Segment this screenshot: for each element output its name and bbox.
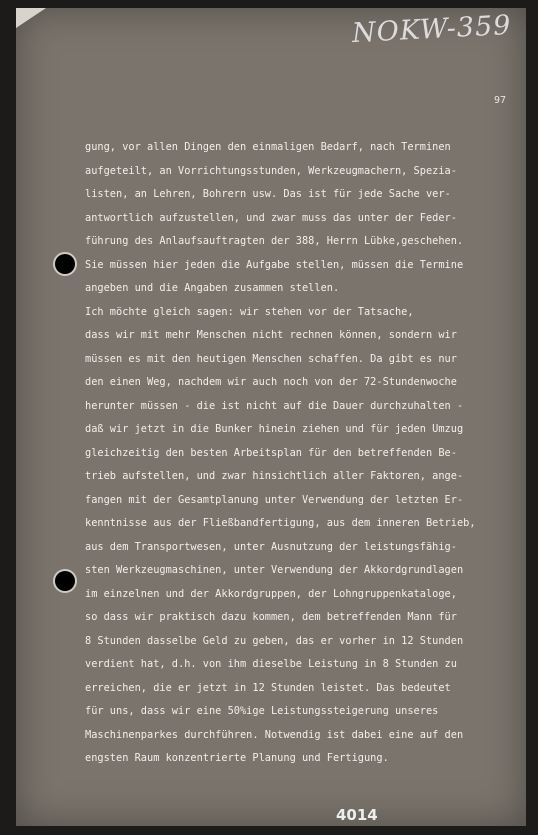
text-line: dass wir mit mehr Menschen nicht rechnen können, sondern wir (85, 329, 457, 341)
text-line: listen, an Lehren, Bohrern usw. Das ist für jede Sache ver- (85, 188, 451, 200)
text-line: Ich möchte gleich sagen: wir stehen vor der Tatsache, (85, 305, 414, 318)
text-line: daß wir jetzt in die Bunker hinein ziehen und für jeden Umzug (85, 423, 464, 435)
text-line: gung, vor allen Dingen den einmaligen Bedarf, nach Terminen (85, 141, 451, 153)
text-line: antwortlich aufzustellen, und zwar muss das unter der Feder- (85, 211, 457, 224)
text-line: angeben und die Angaben zusammen stellen. (85, 282, 340, 294)
text-line: herunter müssen - die ist nicht auf die Dauer durchzuhalten - (85, 399, 464, 412)
text-line: Sie müssen hier jeden die Aufgabe stellen, müssen die Termine (85, 258, 464, 271)
text-line: müssen es mit den heutigen Menschen schaffen. Da gibt es nur (85, 352, 457, 365)
text-line: im einzelnen und der Akkordgruppen, der Lohngruppenkataloge, (85, 587, 457, 600)
text-line: für uns, dass wir eine 50%ige Leistungssteigerung unseres (85, 705, 439, 717)
text-line: erreichen, die er jetzt in 12 Stunden leistet. Das bedeutet (85, 681, 451, 694)
text-line: fangen mit der Gesamtplanung unter Verwendung der letzten Er- (85, 493, 464, 506)
text-line: führung des Anlaufsauftragten der 388, Herrn Lübke,geschehen. (85, 235, 464, 247)
text-line: gleichzeitig den besten Arbeitsplan für den betreffenden Be- (85, 446, 457, 459)
text-line: kenntnisse aus der Fließbandfertigung, aus dem inneren Betrieb, (85, 517, 476, 529)
archive-reference: NOKW-359 (351, 9, 513, 50)
punch-hole-bottom (55, 571, 75, 591)
text-line: Maschinenparkes durchführen. Notwendig ist dabei eine auf den (85, 728, 464, 741)
text-line: sten Werkzeugmaschinen, unter Verwendung der Akkordgrundlagen (85, 564, 464, 576)
text-line: trieb aufstellen, und zwar hinsichtlich aller Faktoren, ange- (85, 470, 464, 482)
page-number: 97 (494, 95, 507, 106)
text-line: aufgeteilt, an Vorrichtungsstunden, Werkzeugmachern, Spezia- (85, 164, 457, 177)
text-line: verdient hat, d.h. von ihm dieselbe Leistung in 8 Stunden zu (85, 658, 457, 670)
footer-stamp: 4014 (336, 806, 378, 824)
text-line: so dass wir praktisch dazu kommen, dem betreffenden Mann für (85, 611, 457, 623)
corner-mark (16, 8, 46, 28)
text-line: aus dem Transportwesen, unter Ausnutzung der leistungsfähig- (85, 540, 457, 553)
text-line: engsten Raum konzentrierte Planung und Fertigung. (85, 752, 389, 764)
text-line: den einen Weg, nachdem wir auch noch von der 72-Stundenwoche (85, 376, 457, 388)
text-line: 8 Stunden dasselbe Geld zu geben, das er vorher in 12 Stunden (85, 634, 464, 647)
body-text (85, 136, 518, 771)
punch-hole-top (55, 254, 75, 274)
